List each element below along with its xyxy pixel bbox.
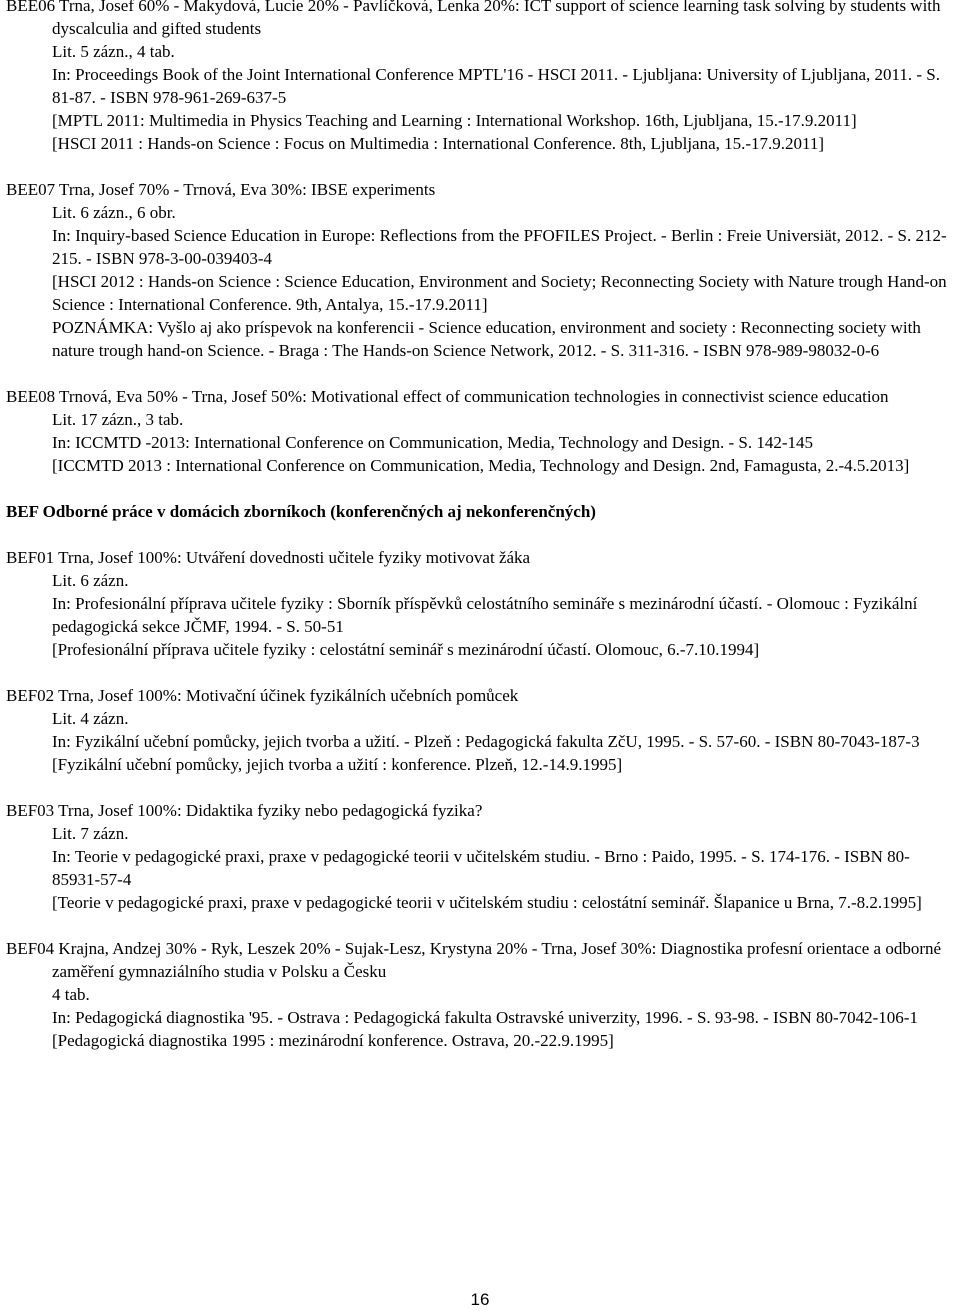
entry-title: BEF04 Krajna, Andzej 30% - Ryk, Leszek 20% - Sujak-Lesz, Krystyna 20% - Trna, Josef 30%: Diagnostika profesní orientace a odborné zaměření gymnaziálního studia v Polsku a Česku bbox=[6, 939, 942, 981]
entry-title: BEE07 Trna, Josef 70% - Trnová, Eva 30%: IBSE experiments bbox=[6, 180, 436, 199]
entry-record-count: Lit. 6 zázn., 6 obr. bbox=[52, 203, 176, 222]
bibliography-entry-bef03 bbox=[6, 799, 952, 914]
entry-conference: [Pedagogická diagnostika 1995 : mezinárodní konference. Ostrava, 20.-22.9.1995] bbox=[52, 1031, 614, 1050]
bibliography-entry-bef02 bbox=[6, 684, 952, 776]
section-heading: BEF Odborné práce v domácich zborníkoch (konferenčných aj nekonferenčných) bbox=[6, 502, 596, 521]
entry-source: In: Proceedings Book of the Joint International Conference MPTL'16 - HSCI 2011. - Ljubljana: University of Ljubljana, 2011. - S. 81-87. - ISBN 978-961-269-637-5 bbox=[52, 65, 941, 107]
entry-conference: [MPTL 2011: Multimedia in Physics Teaching and Learning : International Workshop. 16th, Ljubljana, 15.-17.9.2011] bbox=[52, 111, 857, 130]
entry-table-count: 4 tab. bbox=[52, 985, 90, 1004]
entry-title: BEF01 Trna, Josef 100%: Utváření dovednosti učitele fyziky motivovat žáka bbox=[6, 548, 531, 567]
page-number: 16 bbox=[470, 1290, 490, 1309]
entry-record-count: Lit. 5 zázn., 4 tab. bbox=[52, 42, 175, 61]
bibliography-entry-bef01 bbox=[6, 546, 952, 661]
entry-record-count: Lit. 7 zázn. bbox=[52, 824, 129, 843]
entry-record-count: Lit. 6 zázn. bbox=[52, 571, 129, 590]
entry-source: In: Profesionální příprava učitele fyziky : Sborník příspěvků celostátního semináře s mezinárodní účastí. - Olomouc : Fyzikální pedagogická sekce JČMF, 1994. - S. 50-51 bbox=[52, 594, 918, 636]
entry-source: In: Pedagogická diagnostika '95. - Ostrava : Pedagogická fakulta Ostravské univerzity, 1996. - S. 93-98. - ISBN 80-7042-106-1 bbox=[52, 1008, 918, 1027]
bibliography-entry-bee08 bbox=[6, 385, 952, 477]
entry-source: In: Teorie v pedagogické praxi, praxe v pedagogické teorii v učitelském studiu. - Brno : Paido, 1995. - S. 174-176. - ISBN 80-85931-57-4 bbox=[52, 847, 910, 889]
entry-record-count: Lit. 4 zázn. bbox=[52, 709, 129, 728]
entry-record-count: Lit. 17 zázn., 3 tab. bbox=[52, 410, 184, 429]
entry-conference: [Teorie v pedagogické praxi, praxe v pedagogické teorii v učitelském studiu : celostátní seminář. Šlapanice u Brna, 7.-8.2.1995] bbox=[52, 893, 922, 912]
entry-conference: [Fyzikální učební pomůcky, jejich tvorba a užití : konference. Plzeň, 12.-14.9.1995] bbox=[52, 755, 623, 774]
entry-source: In: Fyzikální učební pomůcky, jejich tvorba a užití. - Plzeň : Pedagogická fakulta ZčU, 1995. - S. 57-60. - ISBN 80-7043-187-3 bbox=[52, 732, 920, 751]
entry-title: BEF02 Trna, Josef 100%: Motivační účinek fyzikálních učebních pomůcek bbox=[6, 686, 519, 705]
entry-conference: [Profesionální příprava učitele fyziky : celostátní seminář s mezinárodní účastí. Olomouc, 6.-7.10.1994] bbox=[52, 640, 760, 659]
entry-title: BEE08 Trnová, Eva 50% - Trna, Josef 50%: Motivational effect of communication technologies in connectivist science education bbox=[6, 387, 889, 406]
bibliography-entry-bee07 bbox=[6, 178, 952, 362]
entry-title: BEE06 Trna, Josef 60% - Makydová, Lucie 20% - Pavlíčková, Lenka 20%: ICT support of science learning task solving by students with dyscalculia and gifted students bbox=[6, 0, 941, 38]
entry-source: In: Inquiry-based Science Education in Europe: Reflections from the PFOFILES Project. - Berlin : Freie Universiät, 2012. - S. 212-215. - ISBN 978-3-00-039403-4 bbox=[52, 226, 947, 268]
entry-note: POZNÁMKA: Vyšlo aj ako príspevok na konferencii - Science education, environment and society : Reconnecting society with nature trough hand-on Science. - Braga : The Hands-on Science Network, 2012. - S. 311-316. - ISBN 978-989-98032-0-6 bbox=[52, 318, 921, 360]
entry-source: In: ICCMTD -2013: International Conference on Communication, Media, Technology and Design. - S. 142-145 bbox=[52, 433, 813, 452]
entry-conference: [HSCI 2011 : Hands-on Science : Focus on Multimedia : International Conference. 8th, Ljubljana, 15.-17.9.2011] bbox=[52, 134, 825, 153]
bibliography-entry-bee06 bbox=[6, 0, 952, 155]
bibliography-content bbox=[6, 0, 952, 1075]
entry-title: BEF03 Trna, Josef 100%: Didaktika fyziky nebo pedagogická fyzika? bbox=[6, 801, 483, 820]
entry-conference: [HSCI 2012 : Hands-on Science : Science Education, Environment and Society; Reconnecting Society with Nature trough Hand-on Science : International Conference. 9th, Antalya, 15.-17.9.2011] bbox=[52, 272, 947, 314]
bibliography-entry-bef04 bbox=[6, 937, 952, 1052]
entry-conference: [ICCMTD 2013 : International Conference on Communication, Media, Technology and Design. 2nd, Famagusta, 2.-4.5.2013] bbox=[52, 456, 910, 475]
